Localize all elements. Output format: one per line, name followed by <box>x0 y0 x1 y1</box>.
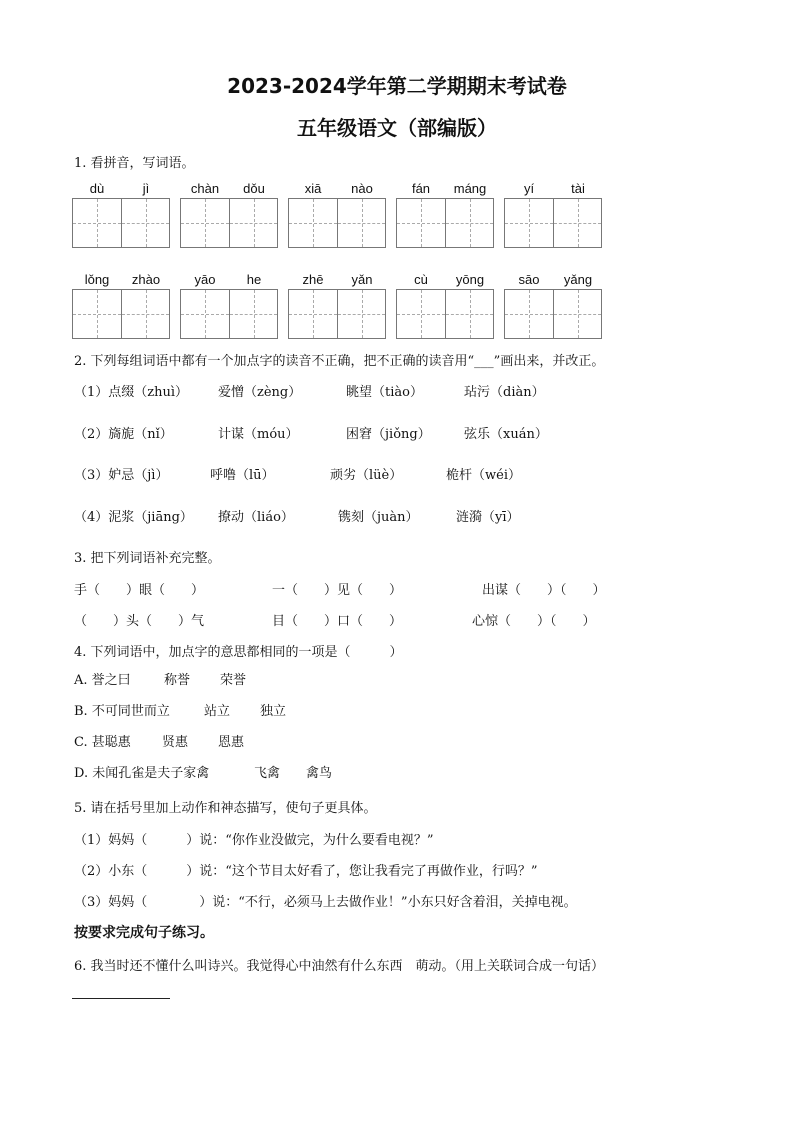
writing-grid[interactable] <box>396 289 494 339</box>
q2-word: 玷污（diàn） <box>464 385 545 400</box>
pinyin-label: fán <box>411 181 431 196</box>
q4-option-c[interactable]: C. 甚聪惠 <box>74 735 131 750</box>
q5-item[interactable]: （1）妈妈（ ）说：“你作业没做完，为什么要看电视？” <box>74 833 434 848</box>
q4-option-d[interactable]: D. 未闻孔雀是夫子家禽 <box>74 766 210 781</box>
writing-grid[interactable] <box>504 198 602 248</box>
q4-word: 独立 <box>260 704 287 719</box>
q2-prompt: 2. 下列每组词语中都有一个加点字的读音不正确，把不正确的读音用“___”画出来，并改正。 <box>74 354 605 369</box>
section-heading: 按要求完成句子练习。 <box>74 925 214 941</box>
q2-word: （3）妒忌（jì） <box>74 468 169 483</box>
q2-word: 桅杆（wéi） <box>446 468 521 483</box>
writing-grid[interactable] <box>288 198 386 248</box>
exam-title: 2023-2024学年第二学期期末考试卷 <box>227 74 567 98</box>
q2-word: 撩动（liáo） <box>218 510 294 525</box>
pinyin-label: nào <box>351 181 373 196</box>
q2-word: 弦乐（xuán） <box>464 427 548 442</box>
q4-word: 禽鸟 <box>306 766 333 781</box>
writing-grid[interactable] <box>72 289 170 339</box>
q2-word: 顽劣（lüè） <box>330 468 403 483</box>
exam-subtitle: 五年级语文（部编版） <box>297 116 497 140</box>
q3-blank-item[interactable]: 出谋（ ）（ ） <box>482 583 606 598</box>
writing-grid[interactable] <box>396 198 494 248</box>
q4-option-b[interactable]: B. 不可同世而立 <box>74 704 170 719</box>
q6-answer-line[interactable] <box>72 998 170 999</box>
pinyin-label: chàn <box>190 181 220 196</box>
q2-word: 镌刻（juàn） <box>338 510 419 525</box>
pinyin-label: jì <box>142 181 150 196</box>
pinyin-label: zhē <box>302 272 324 287</box>
pinyin-label: cù <box>414 272 428 287</box>
pinyin-label: máng <box>453 181 487 196</box>
q4-word: 飞禽 <box>254 766 281 781</box>
q4-word: 贤惠 <box>162 735 189 750</box>
q2-word: （1）点缀（zhuì） <box>74 385 189 400</box>
q2-word: 爱憎（zèng） <box>218 385 302 400</box>
q2-word: 涟漪（yī） <box>456 510 520 525</box>
q2-word: 计谋（móu） <box>218 427 299 442</box>
pinyin-label: lǒng <box>84 272 110 287</box>
q5-prompt: 5. 请在括号里加上动作和神态描写，使句子更具体。 <box>74 801 377 816</box>
q2-word: （2）旖旎（nǐ） <box>74 427 173 442</box>
q4-word: 荣誉 <box>220 673 247 688</box>
q4-word: 站立 <box>204 704 231 719</box>
q4-word: 恩惠 <box>218 735 245 750</box>
q2-word: 眺望（tiào） <box>346 385 423 400</box>
pinyin-label: yōng <box>455 272 485 287</box>
pinyin-label: xiā <box>304 181 322 196</box>
writing-grid[interactable] <box>288 289 386 339</box>
writing-grid[interactable] <box>504 289 602 339</box>
q1-prompt: 1. 看拼音，写词语。 <box>74 156 195 171</box>
q4-word: 称誉 <box>164 673 191 688</box>
writing-grid[interactable] <box>72 198 170 248</box>
pinyin-label: dù <box>89 181 105 196</box>
pinyin-label: yǎn <box>351 272 373 287</box>
q3-blank-item[interactable]: （ ）头（ ）气 <box>74 614 205 629</box>
q4-prompt: 4. 下列词语中，加点字的意思都相同的一项是（ ） <box>74 645 403 660</box>
q2-word: 困窘（jiǒng） <box>346 427 431 442</box>
pinyin-label: zhào <box>131 272 161 287</box>
q3-blank-item[interactable]: 一（ ）见（ ） <box>272 583 403 598</box>
q3-blank-item[interactable]: 心惊（ ）（ ） <box>472 614 596 629</box>
pinyin-label: yāo <box>194 272 216 287</box>
pinyin-label: tài <box>571 181 585 196</box>
pinyin-label: sāo <box>518 272 540 287</box>
pinyin-label: he <box>246 272 262 287</box>
pinyin-label: yí <box>523 181 535 196</box>
q3-blank-item[interactable]: 目（ ）口（ ） <box>272 614 403 629</box>
q4-option-a[interactable]: A. 誉之曰 <box>74 673 131 688</box>
q2-word: 呼噜（lū） <box>210 468 275 483</box>
q3-blank-item[interactable]: 手（ ）眼（ ） <box>74 583 205 598</box>
writing-grid[interactable] <box>180 198 278 248</box>
pinyin-label: yǎng <box>563 272 593 287</box>
q5-item[interactable]: （2）小东（ ）说：“这个节目太好看了，您让我看完了再做作业，行吗？” <box>74 864 538 879</box>
q3-prompt: 3. 把下列词语补充完整。 <box>74 551 221 566</box>
writing-grid[interactable] <box>180 289 278 339</box>
pinyin-label: dǒu <box>243 181 265 196</box>
q5-item[interactable]: （3）妈妈（ ）说：“不行，必须马上去做作业！”小东只好含着泪，关掉电视。 <box>74 895 577 910</box>
q2-word: （4）泥浆（jiāng） <box>74 510 193 525</box>
q6-prompt: 6. 我当时还不懂什么叫诗兴。我觉得心中油然有什么东西 萌动。（用上关联词合成一句话） <box>74 959 605 974</box>
